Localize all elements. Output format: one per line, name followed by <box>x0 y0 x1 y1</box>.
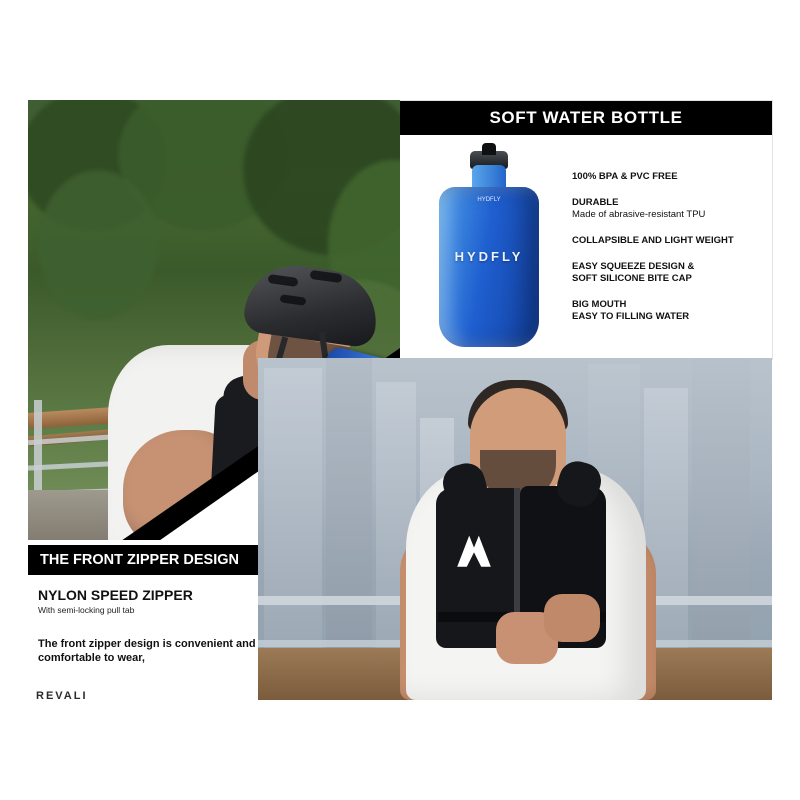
bottle-panel-title: SOFT WATER BOTTLE <box>400 101 772 135</box>
feature-title: COLLAPSIBLE AND LIGHT WEIGHT <box>572 235 734 246</box>
bottle-brand-text: HYDFLY <box>454 249 524 264</box>
photo-zipper-adjust <box>258 358 772 700</box>
caption-panel-title: THE FRONT ZIPPER DESIGN <box>28 545 258 575</box>
bottle-small-logo: HYDFLY <box>477 197 501 203</box>
caption-body <box>38 587 258 665</box>
city-building <box>326 358 372 668</box>
vest-mountain-logo-icon <box>450 526 498 574</box>
zipper-subtitle: With semi-locking pull tab <box>38 605 135 615</box>
city-building <box>264 368 322 668</box>
list-item <box>572 299 762 323</box>
bite-valve-icon <box>482 143 496 155</box>
city-building <box>692 358 750 688</box>
zipper-title: NYLON SPEED ZIPPER <box>38 587 193 603</box>
feature-title: EASY SQUEEZE DESIGN & <box>572 261 695 272</box>
soft-water-bottle-image <box>414 149 564 349</box>
list-item <box>572 261 762 285</box>
feature-sub: Made of abrasive-resistant TPU <box>572 209 706 220</box>
feature-title: DURABLE <box>572 197 619 208</box>
list-item <box>572 197 762 221</box>
feature-title-line2: SOFT SILICONE BITE CAP <box>572 273 692 284</box>
feature-title: 100% BPA & PVC FREE <box>572 171 678 182</box>
zipper-description: The front zipper design is convenient and comfortable to wear, <box>38 638 256 664</box>
feature-title-line2: EASY TO FILLING WATER <box>572 311 690 322</box>
model-hand-right <box>544 594 600 642</box>
soft-water-bottle-panel <box>400 100 773 360</box>
bottle-feature-list <box>572 171 762 337</box>
list-item <box>572 171 762 183</box>
feature-title: BIG MOUTH <box>572 299 627 310</box>
front-zipper-caption-panel <box>28 545 258 700</box>
brand-footer-logo: REVALI <box>36 690 88 702</box>
list-item <box>572 235 762 247</box>
